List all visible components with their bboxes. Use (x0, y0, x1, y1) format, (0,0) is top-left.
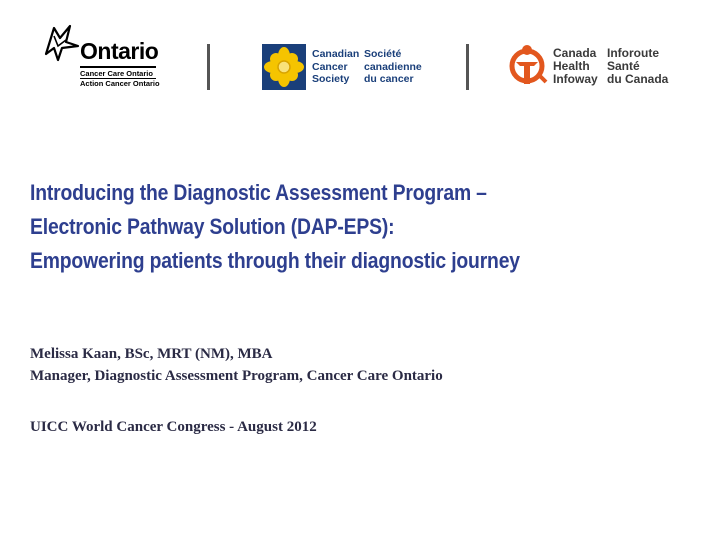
chi-fr-line: Santé (607, 59, 640, 73)
logo-bar (0, 0, 720, 120)
author-name: Melissa Kaan, BSc, MRT (NM), MBA (30, 346, 273, 362)
event-line: UICC World Cancer Congress - August 2012 (30, 419, 317, 435)
ccs-en-line: Society (312, 73, 350, 85)
logo-divider (207, 44, 210, 90)
slide-title (30, 176, 606, 278)
logo-divider (466, 44, 469, 90)
author-block (30, 343, 443, 387)
ccs-en-line: Cancer (312, 60, 348, 73)
ontario-subtitle-en: Cancer Care Ontario (80, 69, 153, 78)
author-role: Manager, Diagnostic Assessment Program, Cancer Care Ontario (30, 368, 443, 384)
ccs-text-fr (364, 48, 422, 86)
title-line: Empowering patients through their diagnostic journey (30, 248, 520, 273)
infoway-person-icon (508, 44, 548, 88)
chi-en-line: Canada (553, 46, 597, 60)
ccs-fr-line: du cancer (364, 73, 414, 85)
chi-en-line: Health (553, 59, 590, 73)
ontario-rule (80, 66, 156, 68)
canadian-cancer-society-logo (262, 44, 432, 92)
chi-en-line: Infoway (553, 72, 598, 86)
ccs-fr-line: Société (364, 48, 402, 60)
ccs-text-en (312, 48, 359, 86)
chi-fr-line: Inforoute (607, 46, 659, 60)
chi-text-fr (607, 47, 668, 86)
title-line: Electronic Pathway Solution (DAP-EPS): (30, 214, 395, 239)
trillium-icon (40, 24, 82, 64)
ontario-wordmark: Ontario (80, 38, 159, 64)
ccs-fr-line: canadienne (364, 60, 422, 73)
daffodil-icon (262, 44, 306, 90)
chi-text-en (553, 47, 598, 86)
chi-fr-line: du Canada (607, 72, 669, 86)
ccs-en-line: Canadian (312, 48, 360, 60)
ontario-subtitle-fr: Action Cancer Ontario (80, 79, 160, 88)
canada-health-infoway-logo (508, 44, 688, 92)
title-line: Introducing the Diagnostic Assessment Program – (30, 180, 487, 205)
ontario-logo (40, 24, 160, 94)
